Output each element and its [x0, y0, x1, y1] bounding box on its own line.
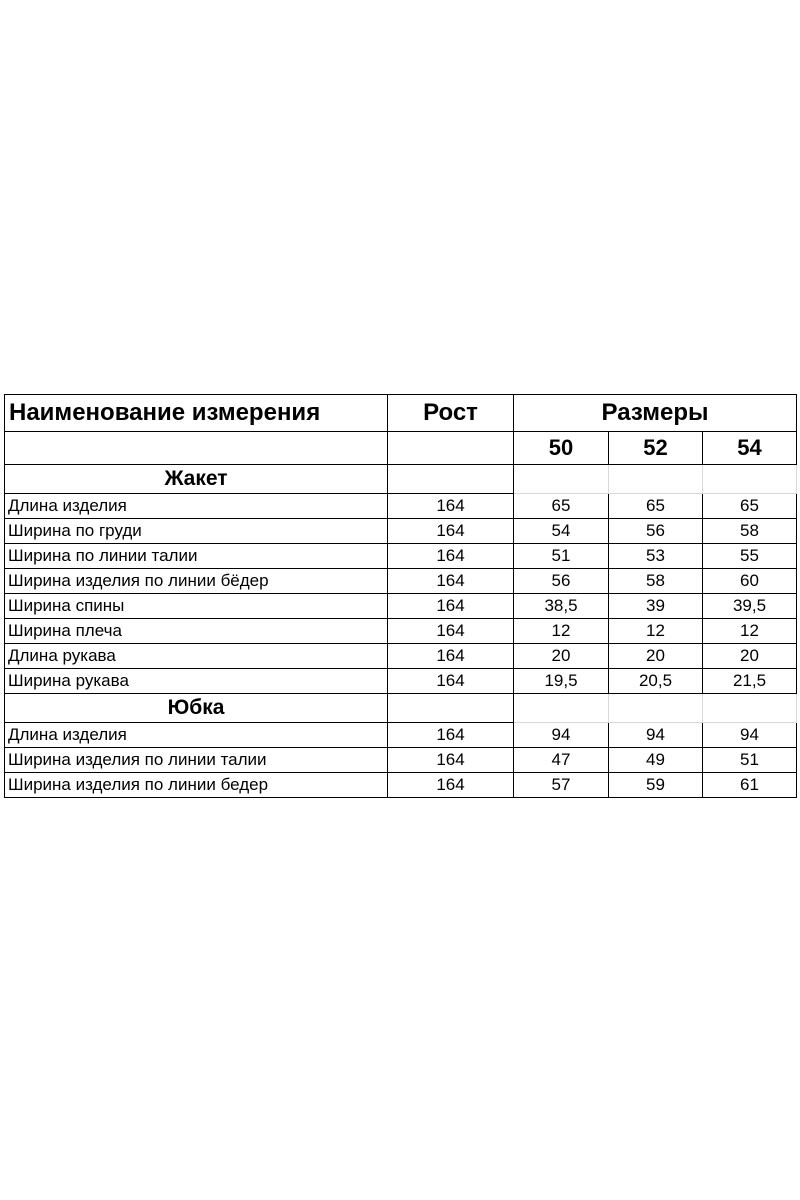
size-value: 94: [609, 723, 703, 748]
size-value: 39,5: [703, 594, 797, 619]
size-value: 20: [703, 644, 797, 669]
table-row: [5, 644, 797, 669]
size-value: 20: [514, 644, 609, 669]
size-value: 51: [514, 544, 609, 569]
empty-cell: [388, 694, 514, 723]
section-header-row: [5, 694, 797, 723]
table-row: [5, 773, 797, 798]
size-value: 53: [609, 544, 703, 569]
size-value: 94: [514, 723, 609, 748]
measurement-name: Длина изделия: [5, 723, 388, 748]
table-row: [5, 494, 797, 519]
size-value: 56: [514, 569, 609, 594]
height-value: 164: [388, 494, 514, 519]
size-value: 12: [514, 619, 609, 644]
empty-cell: [609, 465, 703, 494]
size-value: 58: [609, 569, 703, 594]
measurement-name: Длина рукава: [5, 644, 388, 669]
size-value: 20: [609, 644, 703, 669]
table-row: [5, 748, 797, 773]
sizes-header: Размеры: [514, 395, 797, 432]
size-value: 58: [703, 519, 797, 544]
height-value: 164: [388, 723, 514, 748]
height-header: Рост: [388, 395, 514, 432]
empty-cell: [703, 465, 797, 494]
height-value: 164: [388, 669, 514, 694]
measurement-name: Ширина по груди: [5, 519, 388, 544]
size-value: 56: [609, 519, 703, 544]
empty-cell: [703, 694, 797, 723]
section-title: Жакет: [5, 465, 388, 494]
measurement-name: Ширина изделия по линии бедер: [5, 773, 388, 798]
size-value: 51: [703, 748, 797, 773]
size-value: 19,5: [514, 669, 609, 694]
height-value: 164: [388, 644, 514, 669]
size-chart-table: [4, 394, 797, 798]
height-value: 164: [388, 773, 514, 798]
size-value: 55: [703, 544, 797, 569]
measurement-name: Длина изделия: [5, 494, 388, 519]
height-value: 164: [388, 519, 514, 544]
size-value: 65: [609, 494, 703, 519]
size-value: 21,5: [703, 669, 797, 694]
size-value: 39: [609, 594, 703, 619]
table-row: [5, 619, 797, 644]
height-value: 164: [388, 569, 514, 594]
size-54: 54: [703, 432, 797, 465]
height-value: 164: [388, 544, 514, 569]
sections-body: [5, 465, 797, 798]
size-value: 57: [514, 773, 609, 798]
size-value: 47: [514, 748, 609, 773]
size-52: 52: [609, 432, 703, 465]
size-value: 94: [703, 723, 797, 748]
size-value: 61: [703, 773, 797, 798]
table-row: [5, 569, 797, 594]
height-value: 164: [388, 748, 514, 773]
measurement-name: Ширина изделия по линии талии: [5, 748, 388, 773]
size-value: 38,5: [514, 594, 609, 619]
size-value: 20,5: [609, 669, 703, 694]
table-row: [5, 669, 797, 694]
empty-cell: [514, 465, 609, 494]
size-value: 49: [609, 748, 703, 773]
height-value: 164: [388, 594, 514, 619]
size-value: 60: [703, 569, 797, 594]
table-row: [5, 594, 797, 619]
height-value: 164: [388, 619, 514, 644]
empty-cell: [609, 694, 703, 723]
table-row: [5, 519, 797, 544]
empty-cell: [5, 432, 388, 465]
section-header-row: [5, 465, 797, 494]
size-value: 12: [703, 619, 797, 644]
size-value: 59: [609, 773, 703, 798]
size-numbers-row: [5, 432, 797, 465]
measurement-name: Ширина плеча: [5, 619, 388, 644]
measurement-name: Ширина рукава: [5, 669, 388, 694]
size-value: 65: [703, 494, 797, 519]
empty-cell: [388, 465, 514, 494]
measurement-name: Ширина спины: [5, 594, 388, 619]
size-50: 50: [514, 432, 609, 465]
measurement-name: Ширина изделия по линии бёдер: [5, 569, 388, 594]
table-row: [5, 723, 797, 748]
empty-cell: [514, 694, 609, 723]
size-value: 54: [514, 519, 609, 544]
measurement-name-header: Наименование измерения: [5, 395, 388, 432]
section-title: Юбка: [5, 694, 388, 723]
header-row: [5, 395, 797, 432]
size-value: 65: [514, 494, 609, 519]
measurement-name: Ширина по линии талии: [5, 544, 388, 569]
empty-cell: [388, 432, 514, 465]
table-row: [5, 544, 797, 569]
size-value: 12: [609, 619, 703, 644]
